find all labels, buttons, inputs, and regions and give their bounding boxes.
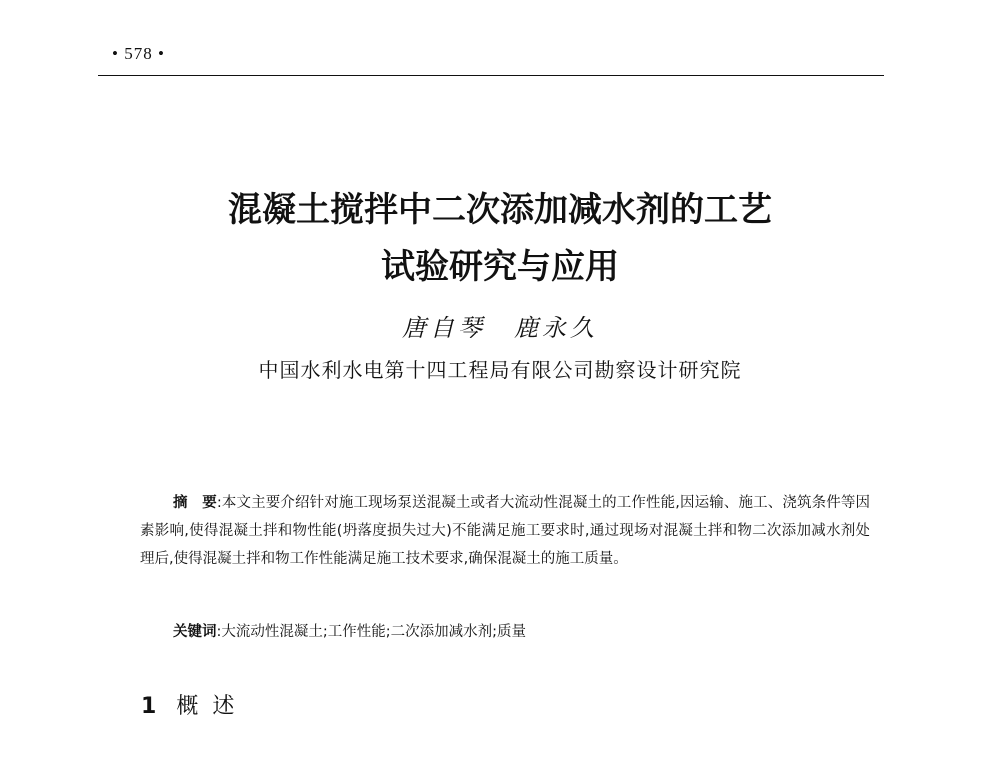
paper-title-line-2: 试验研究与应用	[381, 247, 619, 287]
section-title: 概述	[176, 694, 249, 719]
abstract	[140, 489, 870, 573]
keywords-text: :大流动性混凝土;工作性能;二次添加减水剂;质量	[216, 624, 527, 640]
page-number: • 578 •	[112, 44, 165, 63]
author-1: 唐自琴	[402, 314, 486, 342]
authors	[0, 316, 1000, 340]
header-rule	[98, 75, 884, 76]
keywords	[173, 622, 526, 642]
abstract-label: 摘 要	[173, 495, 217, 511]
paper-title-line-1: 混凝土搅拌中二次添加减水剂的工艺	[228, 190, 772, 230]
section-heading	[141, 696, 248, 718]
author-2: 鹿永久	[514, 314, 598, 342]
affiliation: 中国水利水电第十四工程局有限公司勘察设计研究院	[258, 358, 742, 382]
section-number: 1	[141, 694, 157, 719]
abstract-text: :本文主要介绍针对施工现场泵送混凝土或者大流动性混凝土的工作性能,因运输、施工、浇筑条件等因素影响,使得混凝土拌和物性能(坍落度损失过大)不能满足施工要求时,通过现场对混凝土拌和物二次添加减水剂处理后,使得混凝土拌和物工作性能满足施工技术要求,确保混凝土的施工质量。	[140, 495, 870, 567]
keywords-label: 关键词	[173, 624, 217, 640]
